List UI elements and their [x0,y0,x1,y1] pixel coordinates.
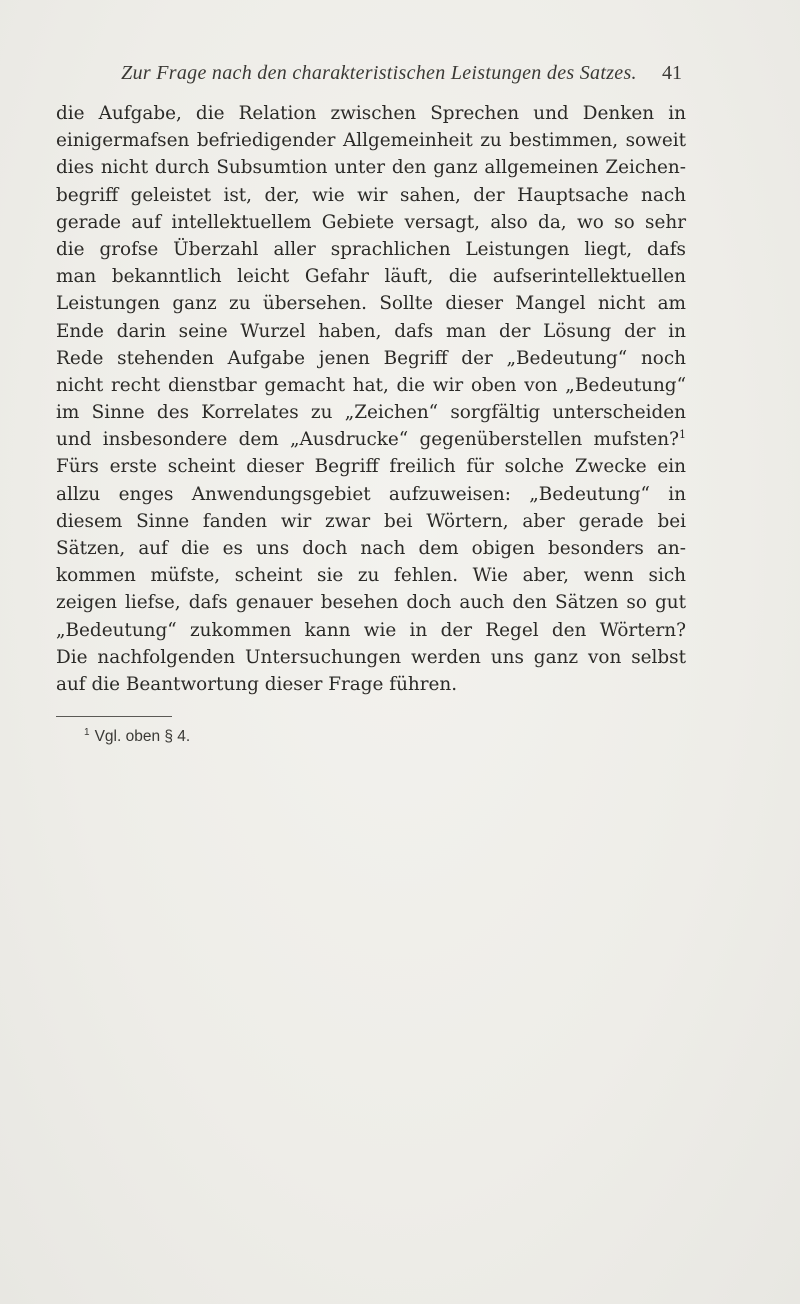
text-line: Ende darin seine Wurzel haben, dafs man der Lösung der in [56,320,686,342]
text-line: Leistungen ganz zu übersehen. Sollte dieser Mangel nicht am [56,293,686,315]
footnote-divider [56,716,172,717]
text-line: zeigen liefse, dafs genauer besehen doch auch den Sätzen so gut [56,592,686,614]
text-line-with-footnote-ref [56,426,686,453]
text-line: einigermafsen befriedigender Allgemeinheit zu bestimmen, soweit [56,130,686,152]
text-line: dies nicht durch Subsumtion unter den ganz allgemeinen Zeichen- [56,157,686,179]
text-line: die Aufgabe, die Relation zwischen Sprechen und Denken in [56,103,686,124]
text-line: kommen müfste, scheint sie zu fehlen. Wie aber, wenn sich [56,565,686,587]
text-line-content: und insbesondere dem „Ausdrucke“ gegenüberstellen mufsten? [56,429,679,451]
text-line: man bekanntlich leicht Gefahr läuft, die aufserintellektuellen [56,266,686,288]
text-line: nicht recht dienstbar gemacht hat, die wir oben von „Bedeutung“ [56,374,686,396]
footnote-reference: 1 [679,428,686,442]
running-head [116,62,682,90]
text-line: allzu enges Anwendungsgebiet aufzuweisen: „Bedeutung“ in [56,483,686,505]
text-line: im Sinne des Korrelates zu „Zeichen“ sorgfältig unterscheiden [56,402,686,424]
text-line: die grofse Überzahl aller sprachlichen Leistungen liegt, dafs [56,238,686,260]
text-line: begriff geleistet ist, der, wie wir sahen, der Hauptsache nach [56,184,686,206]
text-line: Rede stehenden Aufgabe jenen Begriff der „Bedeutung“ noch [56,347,686,369]
footnote [84,728,190,746]
text-line: Fürs erste scheint dieser Begriff freilich für solche Zwecke ein [56,456,686,478]
text-line: gerade auf intellektuellem Gebiete versagt, also da, wo so sehr [56,211,686,233]
text-line: „Bedeutung“ zukommen kann wie in der Regel den Wörtern? [56,619,686,641]
running-title: Zur Frage nach den charakteristischen Leistungen des Satzes. [121,62,637,84]
page-number: 41 [662,62,682,84]
body-text [56,100,686,698]
text-line: Die nachfolgenden Untersuchungen werden uns ganz von selbst [56,646,686,668]
footnote-mark: 1 [84,726,90,738]
text-line: diesem Sinne fanden wir zwar bei Wörtern, aber gerade bei [56,510,686,532]
footnote-text: Vgl. oben § 4. [94,728,191,745]
text-line: auf die Beantwortung dieser Frage führen. [56,673,458,695]
text-line: Sätzen, auf die es uns doch nach dem obigen besonders an- [56,538,686,559]
